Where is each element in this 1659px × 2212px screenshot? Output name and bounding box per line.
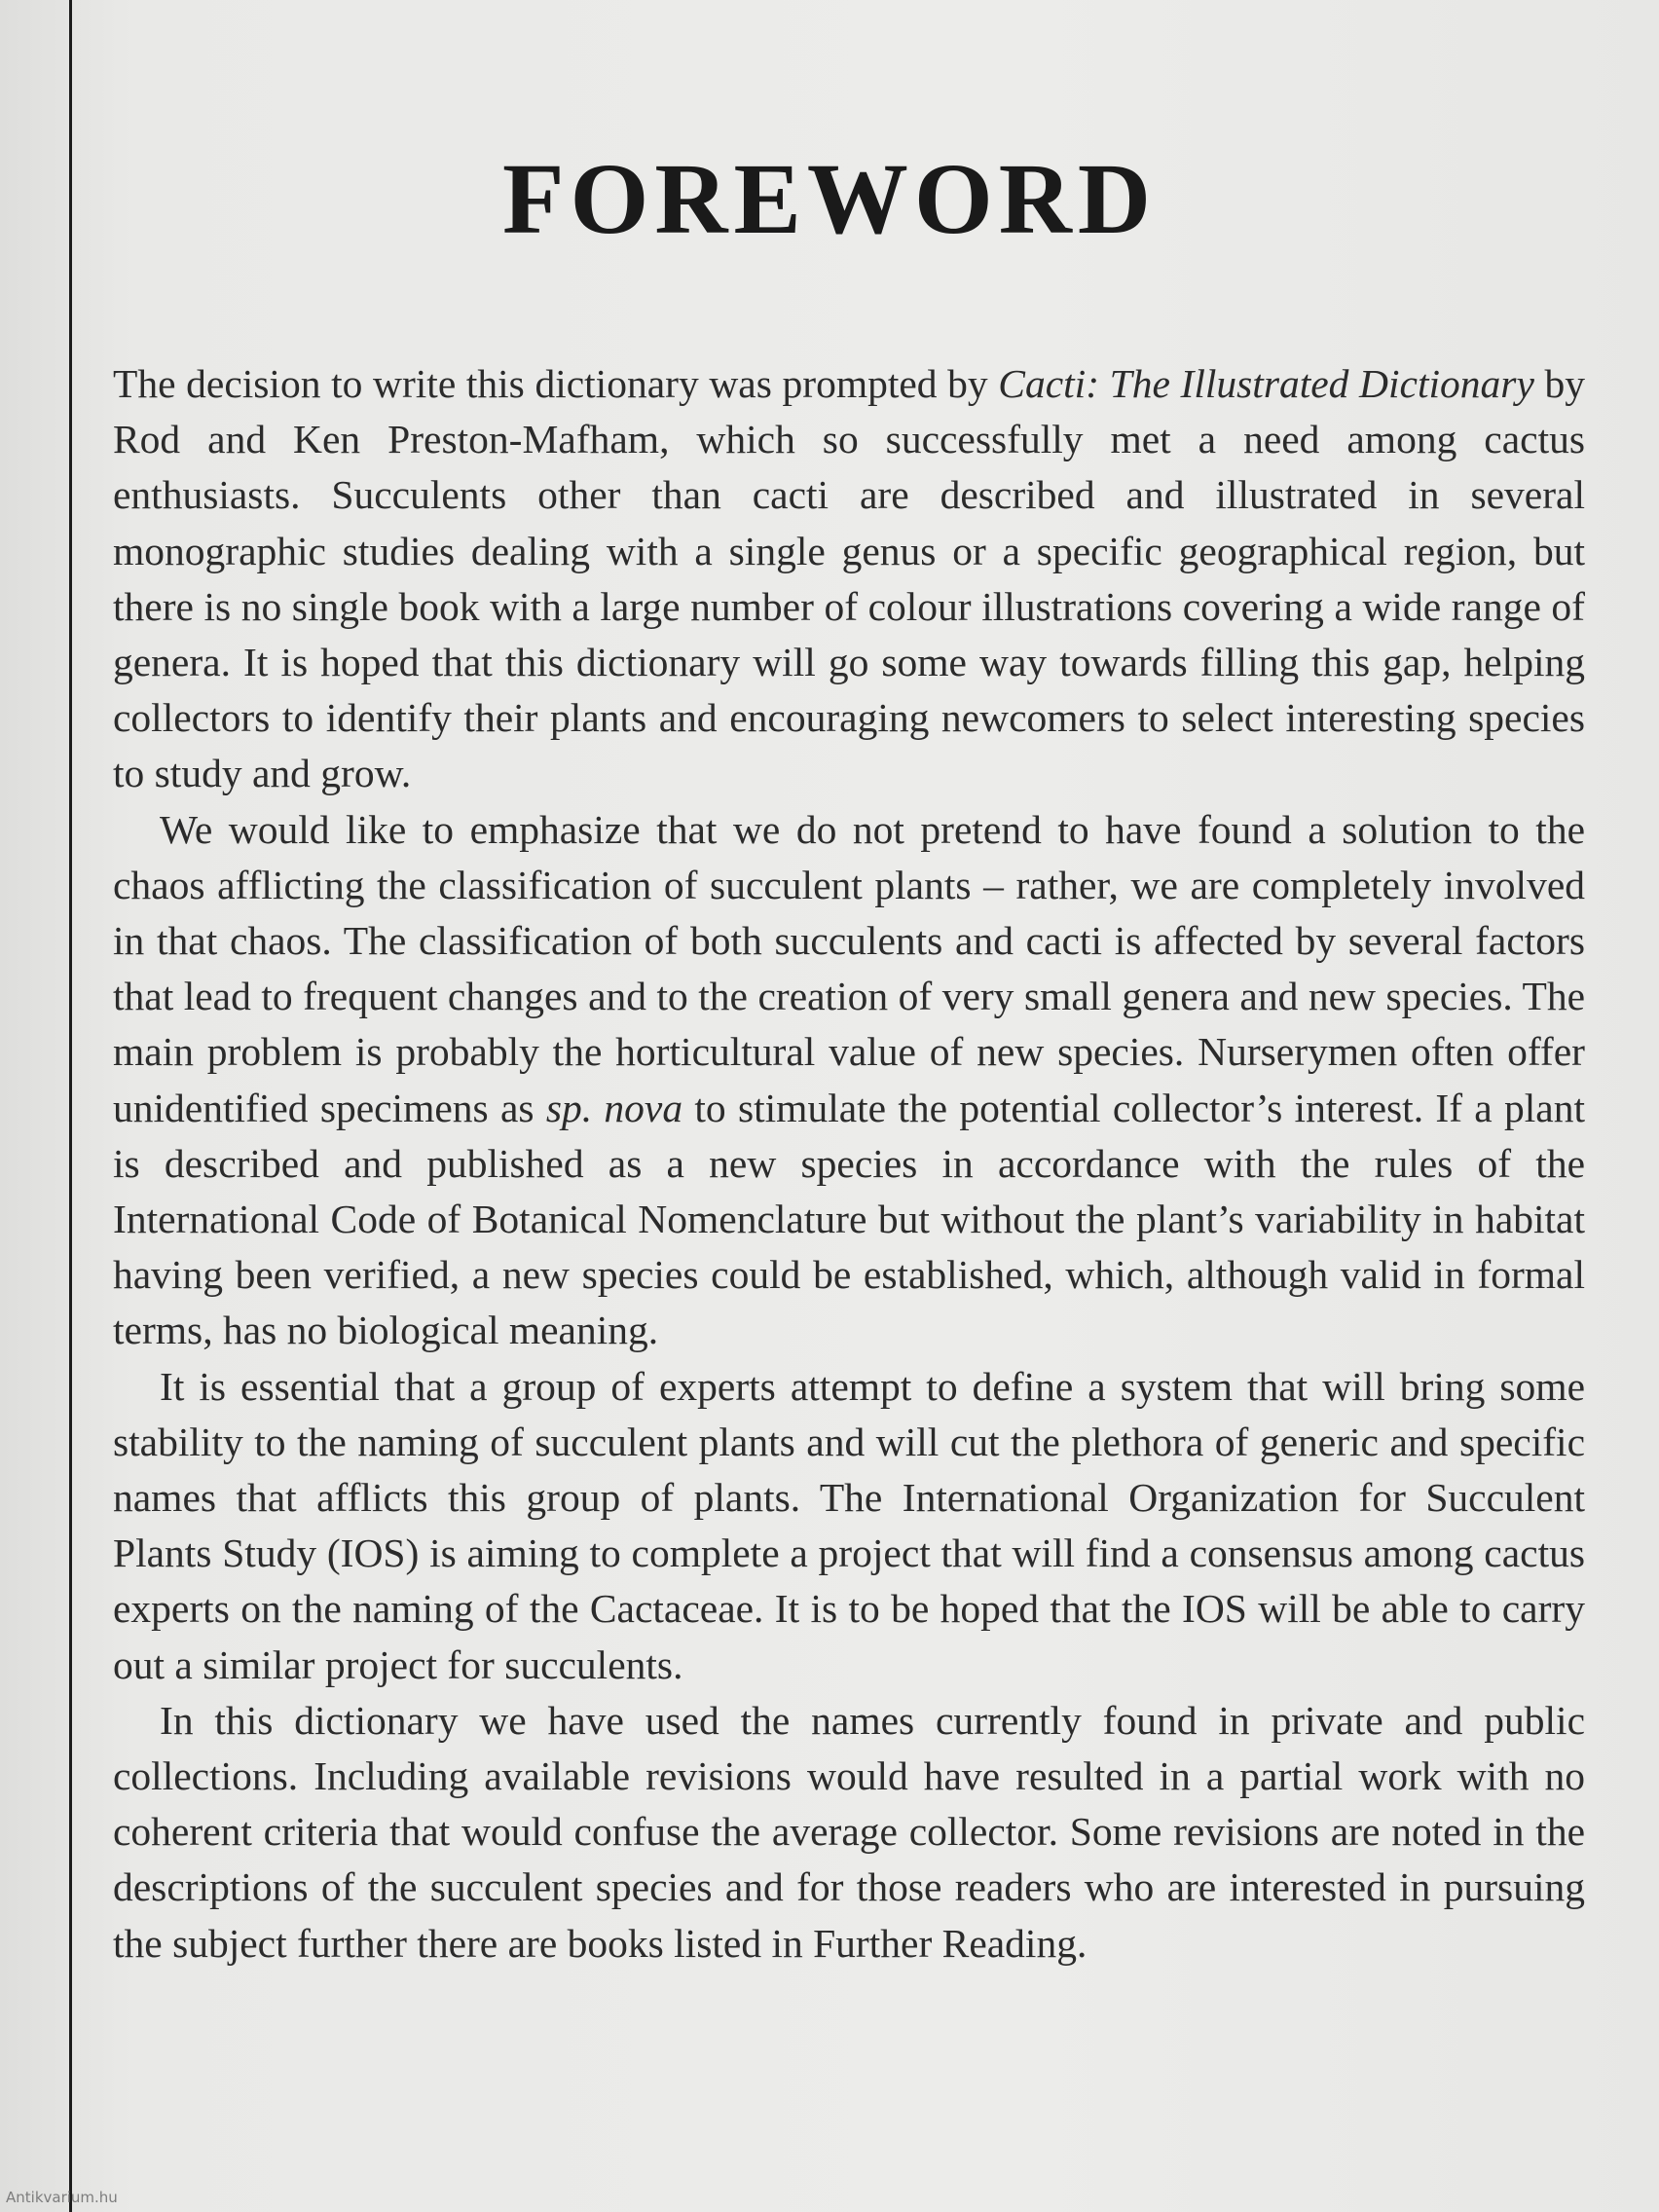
paragraph-4: In this dictionary we have used the names currently found in private and public collections. Including available revisions would have resulted in a partial work with no coherent criteria that would confuse the average collector. Some revisions are noted in the descriptions of the succulent species and for those readers who are interested in pursuing the subject further there are books listed in Further Reading. [113,1697,1585,1966]
paragraph-1: The decision to write this dictionary was prompted by Cacti: The Illustrated Dictionary by Rod and Ken Preston-Mafham, which so successfully met a need among cactus enthusiasts. Succulents other than cacti are described and illustrated in several monographic studies dealing with a single genus or a specific geographical region, but there is no single book with a large number of colour illustrations covering a wide range of genera. It is hoped that this dictionary will go some way towards filling this gap, helping collectors to identify their plants and encouraging newcomers to select interesting species to study and grow. [113,361,1585,796]
paragraph-2: We would like to emphasize that we do not pretend to have found a solution to the chaos afflicting the classification of succulent plants – rather, we are completely involved in that chaos. The classification of both succulents and cacti is affected by several factors that lead to frequent changes and to the creation of very small genera and new species. The main problem is probably the horticultural value of new species. Nurserymen often offer unidentified specimens as sp. nova to stimulate the potential collector’s interest. If a plant is described and published as a new species in accordance with the rules of the International Code of Botanical Nomenclature but without the plant’s variability in habitat having been verified, a new species could be established, which, although valid in formal terms, has no biological meaning. [113,806,1585,1353]
paragraph-3: It is essential that a group of experts attempt to define a system that will bring some stability to the naming of succulent plants and will cut the plethora of generic and specific names that afflicts this group of plants. The International Organization for Succulent Plants Study (IOS) is aiming to complete a project that will find a consensus among cactus experts on the naming of the Cactaceae. It is to be hoped that the IOS will be able to carry out a similar project for succulents. [113,1363,1585,1687]
watermark: Antikvarium.hu [6,2189,118,2206]
sp-nova-italic: sp. nova [545,1085,683,1130]
foreword-body [113,356,1585,1972]
page-title: FOREWORD [502,143,1157,255]
page-spine-line [69,0,72,2212]
book-title-italic: Cacti: The Illustrated Dictionary [998,361,1534,406]
